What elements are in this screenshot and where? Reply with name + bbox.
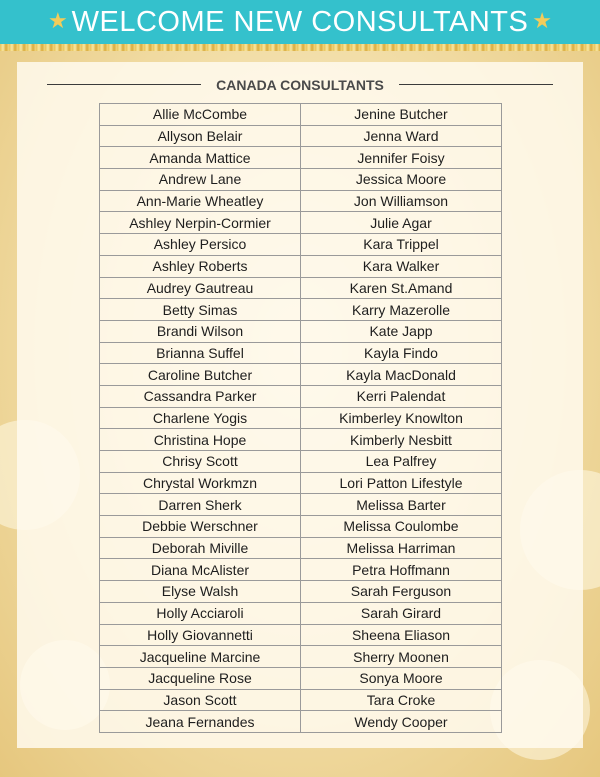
consultant-name-cell: Allyson Belair	[100, 125, 301, 147]
header-banner	[0, 0, 600, 44]
consultant-name-cell: Chrisy Scott	[100, 451, 301, 473]
consultant-name-cell: Holly Giovannetti	[100, 624, 301, 646]
consultant-name-cell: Jacqueline Marcine	[100, 646, 301, 668]
consultant-name-cell: Kimberley Knowlton	[301, 407, 502, 429]
divider	[399, 84, 553, 85]
consultant-name-cell: Ashley Roberts	[100, 255, 301, 277]
consultant-name-cell: Chrystal Workmzn	[100, 472, 301, 494]
consultant-name-cell: Kerri Palendat	[301, 385, 502, 407]
consultant-name-cell: Deborah Miville	[100, 537, 301, 559]
consultant-name-cell: Kate Japp	[301, 320, 502, 342]
consultant-name-cell: Karry Mazerolle	[301, 299, 502, 321]
table-row	[100, 711, 502, 733]
table-row	[100, 125, 502, 147]
star-icon: ★	[48, 8, 68, 33]
table-row	[100, 147, 502, 169]
table-row	[100, 451, 502, 473]
table-row	[100, 624, 502, 646]
table-row	[100, 407, 502, 429]
table-row	[100, 104, 502, 126]
consultant-name-cell: Melissa Coulombe	[301, 516, 502, 538]
table-row	[100, 667, 502, 689]
table-row	[100, 277, 502, 299]
consultant-name-cell: Jenine Butcher	[301, 104, 502, 126]
consultant-name-cell: Ann-Marie Wheatley	[100, 190, 301, 212]
section-title: CANADA CONSULTANTS	[216, 77, 384, 93]
consultant-name-cell: Kimberly Nesbitt	[301, 429, 502, 451]
consultant-name-cell: Darren Sherk	[100, 494, 301, 516]
table-row	[100, 320, 502, 342]
consultant-name-cell: Jennifer Foisy	[301, 147, 502, 169]
consultant-name-cell: Sherry Moonen	[301, 646, 502, 668]
table-row	[100, 234, 502, 256]
table-row	[100, 169, 502, 191]
consultant-name-cell: Holly Acciaroli	[100, 602, 301, 624]
consultant-name-cell: Betty Simas	[100, 299, 301, 321]
consultant-name-cell: Allie McCombe	[100, 104, 301, 126]
consultant-name-cell: Debbie Werschner	[100, 516, 301, 538]
consultant-name-cell: Jason Scott	[100, 689, 301, 711]
table-row	[100, 429, 502, 451]
consultant-name-cell: Sarah Ferguson	[301, 581, 502, 603]
consultant-name-cell: Kayla Findo	[301, 342, 502, 364]
consultant-name-cell: Sheena Eliason	[301, 624, 502, 646]
table-row	[100, 689, 502, 711]
table-row	[100, 385, 502, 407]
consultant-name-cell: Audrey Gautreau	[100, 277, 301, 299]
table-row	[100, 255, 502, 277]
consultant-name-cell: Kayla MacDonald	[301, 364, 502, 386]
table-row	[100, 581, 502, 603]
table-row	[100, 212, 502, 234]
consultant-name-cell: Andrew Lane	[100, 169, 301, 191]
table-row	[100, 602, 502, 624]
consultant-name-cell: Cassandra Parker	[100, 385, 301, 407]
star-icon: ★	[532, 8, 552, 33]
table-row	[100, 559, 502, 581]
consultant-name-cell: Petra Hoffmann	[301, 559, 502, 581]
table-row	[100, 364, 502, 386]
consultant-name-cell: Ashley Persico	[100, 234, 301, 256]
consultant-name-cell: Tara Croke	[301, 689, 502, 711]
page-title: WELCOME NEW CONSULTANTS	[71, 5, 529, 38]
table-row	[100, 190, 502, 212]
table-row	[100, 299, 502, 321]
consultant-name-cell: Jeana Fernandes	[100, 711, 301, 733]
section-header	[47, 74, 553, 96]
table-row	[100, 342, 502, 364]
consultant-name-cell: Sarah Girard	[301, 602, 502, 624]
consultant-name-cell: Jessica Moore	[301, 169, 502, 191]
consultant-name-cell: Jacqueline Rose	[100, 667, 301, 689]
consultant-name-cell: Melissa Harriman	[301, 537, 502, 559]
consultant-name-cell: Ashley Nerpin-Cormier	[100, 212, 301, 234]
consultant-name-cell: Sonya Moore	[301, 667, 502, 689]
consultant-name-cell: Diana McAlister	[100, 559, 301, 581]
table-row	[100, 646, 502, 668]
consultant-name-cell: Wendy Cooper	[301, 711, 502, 733]
consultant-name-cell: Jon Williamson	[301, 190, 502, 212]
consultant-name-cell: Elyse Walsh	[100, 581, 301, 603]
table-row	[100, 537, 502, 559]
consultant-name-cell: Caroline Butcher	[100, 364, 301, 386]
glitter-strip	[0, 44, 600, 51]
consultant-name-cell: Amanda Mattice	[100, 147, 301, 169]
consultant-name-cell: Brianna Suffel	[100, 342, 301, 364]
table-row	[100, 472, 502, 494]
consultant-name-cell: Lori Patton Lifestyle	[301, 472, 502, 494]
consultant-name-cell: Lea Palfrey	[301, 451, 502, 473]
consultant-name-cell: Christina Hope	[100, 429, 301, 451]
consultant-name-cell: Melissa Barter	[301, 494, 502, 516]
table-row	[100, 494, 502, 516]
consultant-name-cell: Kara Trippel	[301, 234, 502, 256]
consultant-name-cell: Kara Walker	[301, 255, 502, 277]
consultant-name-cell: Charlene Yogis	[100, 407, 301, 429]
table-row	[100, 516, 502, 538]
consultant-name-cell: Jenna Ward	[301, 125, 502, 147]
consultant-name-cell: Brandi Wilson	[100, 320, 301, 342]
consultant-name-cell: Karen St.Amand	[301, 277, 502, 299]
consultant-name-cell: Julie Agar	[301, 212, 502, 234]
consultants-table	[99, 103, 502, 733]
